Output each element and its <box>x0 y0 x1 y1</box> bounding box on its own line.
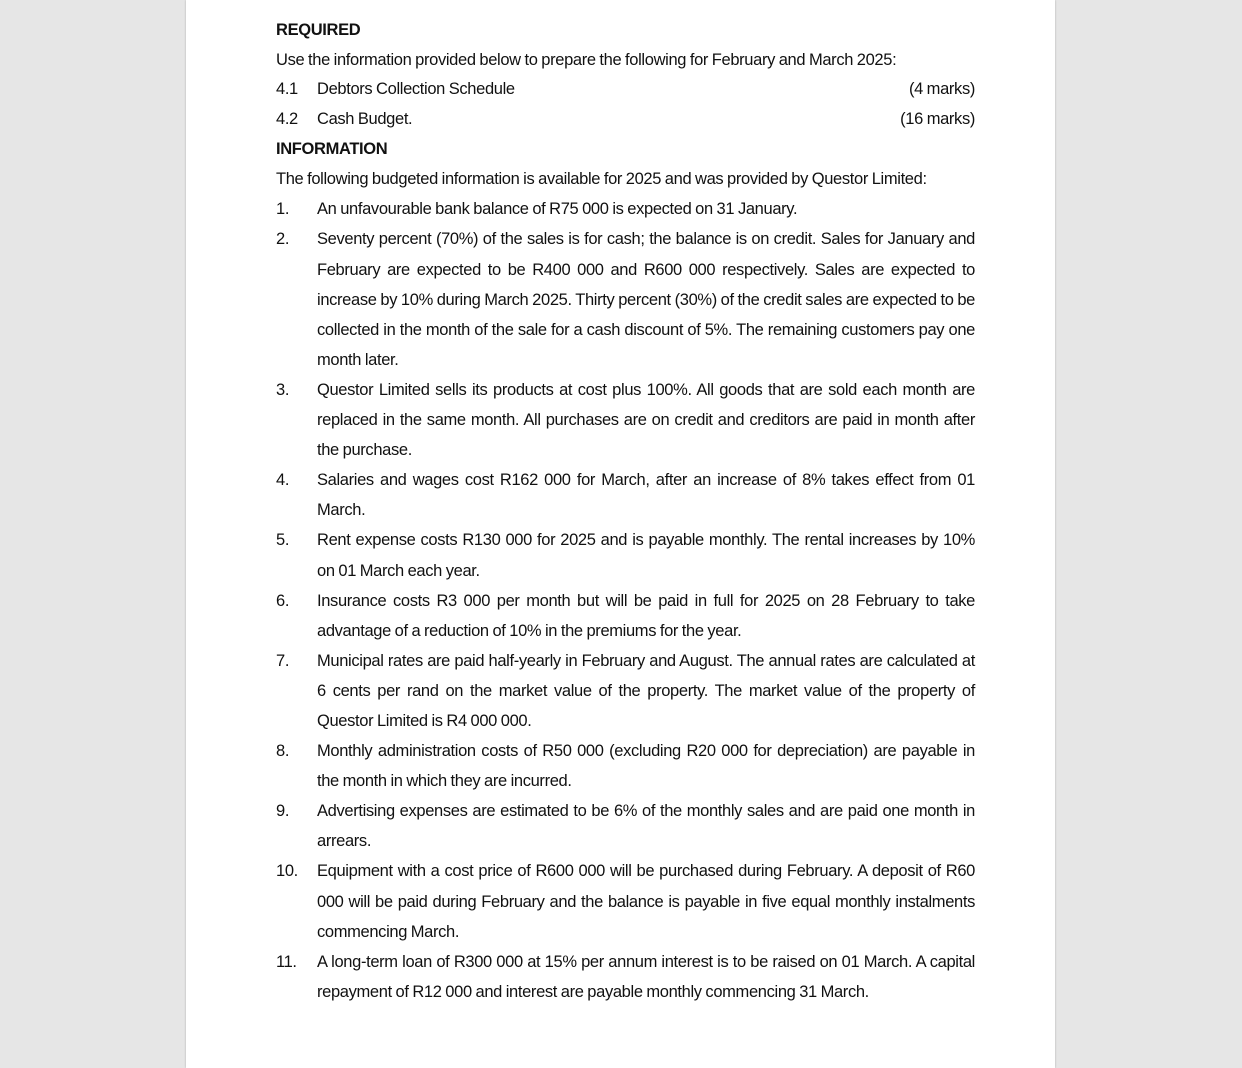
required-intro: Use the information provided below to prepare the following for February and March 2025: <box>276 51 897 70</box>
item-text: An unfavourable bank balance of R75 000 is expected on 31 January. <box>317 200 798 219</box>
requirement-marks: (16 marks) <box>900 109 975 128</box>
requirement-marks: (4 marks) <box>908 80 975 99</box>
item-number: 5. <box>276 531 290 550</box>
list-item <box>276 796 975 856</box>
item-text: Salaries and wages cost R162 000 for March, after an increase of 8% takes effect from 01 March. <box>317 471 975 520</box>
list-item <box>276 525 975 585</box>
list-item <box>276 947 975 1007</box>
item-number: 6. <box>276 591 290 610</box>
item-number: 11. <box>276 952 297 971</box>
item-number: 8. <box>276 742 290 761</box>
document-page <box>186 0 1055 1068</box>
requirement-number: 4.1 <box>276 80 298 99</box>
item-number: 3. <box>276 380 290 399</box>
item-text: Equipment with a cost price of R600 000 will be purchased during February. A deposit of R60 000 will be paid during February and the balance is payable in five equal monthly instalments commencing March. <box>317 862 975 941</box>
item-text: Seventy percent (70%) of the sales is for cash; the balance is on credit. Sales for January and February are expected to be R400 000 and R600 000 respectively. Sales are expected to increase by 10% during March 2025. Thirty percent (30%) of the credit sales are expected to be collected in the month of the sale for a cash discount of 5%. The remaining customers pay one month later. <box>317 230 975 369</box>
item-number: 1. <box>276 200 290 219</box>
item-text: Municipal rates are paid half-yearly in February and August. The annual rates are calculated at 6 cents per rand on the market value of the property. The market value of the property of Questor Limited is R4 000 000. <box>317 651 975 730</box>
item-number: 9. <box>276 802 290 821</box>
item-text: A long-term loan of R300 000 at 15% per annum interest is to be raised on 01 March. A capital repayment of R12 000 and interest are payable monthly commencing 31 March. <box>317 952 975 1001</box>
list-item <box>276 586 975 646</box>
item-number: 10. <box>276 862 298 881</box>
item-text: Questor Limited sells its products at cost plus 100%. All goods that are sold each month are replaced in the same month. All purchases are on credit and creditors are paid in month after the purchase. <box>317 380 975 460</box>
required-heading: REQUIRED <box>276 21 361 39</box>
information-intro: The following budgeted information is available for 2025 and was provided by Questor Limited: <box>276 170 927 189</box>
requirement-row <box>276 105 975 135</box>
list-item <box>276 224 975 374</box>
item-text: Monthly administration costs of R50 000 (excluding R20 000 for depreciation) are payable in the month in which they are incurred. <box>317 742 975 791</box>
information-heading: INFORMATION <box>276 140 388 159</box>
requirement-row <box>276 75 975 105</box>
item-number: 4. <box>276 471 290 490</box>
list-item <box>276 375 975 465</box>
item-text: Insurance costs R3 000 per month but will be paid in full for 2025 on 28 February to take advantage of a reduction of 10% in the premiums for the year. <box>317 591 975 640</box>
requirement-text: Debtors Collection Schedule <box>317 80 515 99</box>
list-item <box>276 465 975 525</box>
item-number: 2. <box>276 230 290 249</box>
item-number: 7. <box>276 651 290 670</box>
list-item <box>276 736 975 796</box>
list-item <box>276 856 975 946</box>
list-item <box>276 194 975 224</box>
requirement-text: Cash Budget. <box>317 109 413 128</box>
page-content <box>276 15 975 1007</box>
item-text: Advertising expenses are estimated to be 6% of the monthly sales and are paid one month in arrears. <box>317 802 975 851</box>
list-item <box>276 646 975 736</box>
requirement-number: 4.2 <box>276 109 298 128</box>
item-text: Rent expense costs R130 000 for 2025 and is payable monthly. The rental increases by 10% on 01 March each year. <box>317 531 975 580</box>
